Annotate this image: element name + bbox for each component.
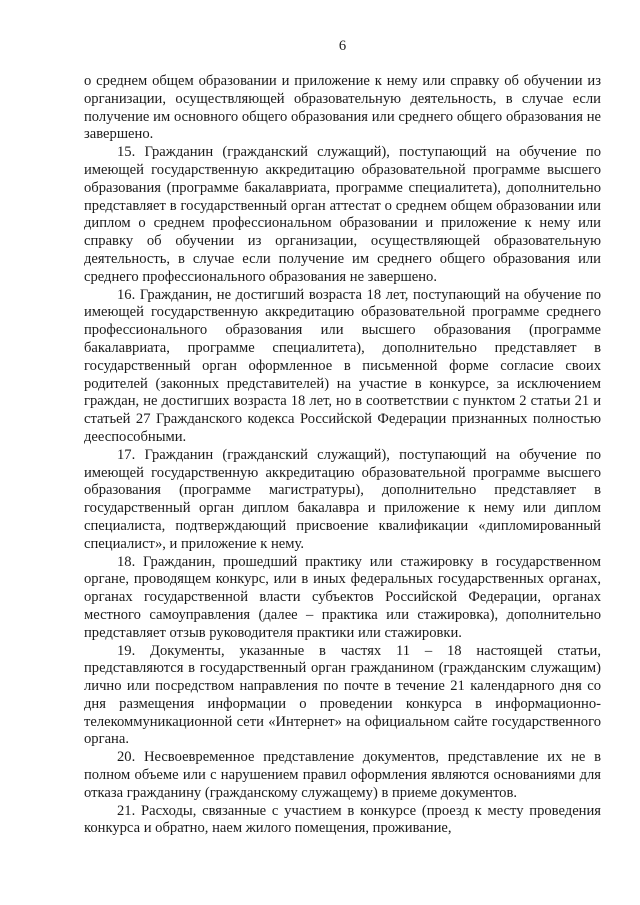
page-number: 6 (338, 38, 347, 54)
paragraph-item-20: 20. Несвоевременное представление документов, представление их не в полном объеме или с нарушением правил оформления являются основаниями для отказа гражданину (гражданскому служащему) в приеме документов. (84, 749, 601, 801)
paragraph-item-18: 18. Гражданин, прошедший практику или стажировку в государственном органе, проводящем конкурс, или в иных федеральных государственных органах, органах государственной власти субъектов Российской Федерации, органах местного самоуправления (далее – практика или стажировка), дополнительно представляет отзыв руководителя практики или стажировки. (84, 553, 601, 641)
paragraph-continuation: о среднем общем образовании и приложение к нему или справку об обучении из организации, осуществляющей образовательную деятельность, в случае если получение им основного общего образования или среднего общего образования не завершено. (84, 73, 601, 143)
paragraph-item-17: 17. Гражданин (гражданский служащий), поступающий на обучение по имеющей государственную аккредитацию образовательной программе высшего образования (программе магистратуры), дополнительно представляет в государственный орган диплом бакалавра и приложение к нему или диплом специалиста, подтверждающий присвоение квалификации «дипломированный специалист», и приложение к нему. (84, 446, 601, 552)
document-body (84, 73, 601, 838)
paragraph-item-15: 15. Гражданин (гражданский служащий), поступающий на обучение по имеющей государственную аккредитацию образовательной программе высшего образования (программе бакалавриата, программе специалитета), дополнительно представляет в государственный орган аттестат о среднем общем образовании или диплом о среднем профессиональном образовании и приложение к нему или справку об обучении из организации, осуществляющей образовательную деятельность, в случае если получение им среднего общего образования или среднего профессионального образования не завершено. (84, 144, 601, 285)
paragraph-item-19: 19. Документы, указанные в частях 11 – 18 настоящей статьи, представляются в государственный орган гражданином (гражданским служащим) лично или посредством направления по почте в течение 21 календарного дня со дня размещения информации о проведении конкурса в информационно-телекоммуникационной сети «Интернет» на официальном сайте государственного органа. (84, 642, 601, 748)
paragraph-item-21: 21. Расходы, связанные с участием в конкурсе (проезд к месту проведения конкурса и обратно, наем жилого помещения, проживание, (84, 802, 601, 837)
paragraph-item-16: 16. Гражданин, не достигший возраста 18 лет, поступающий на обучение по имеющей государственную аккредитацию образовательной программе среднего профессионального образования или высшего образования (программе бакалавриата, программе специалитета), дополнительно представляет в государственный орган оформленное в письменной форме согласие своих родителей (законных представителей) на участие в конкурсе, за исключением граждан, не достигших возраста 18 лет, но в соответствии с пунктом 2 статьи 21 и статьей 27 Гражданского кодекса Российской Федерации признанных полностью дееспособными. (84, 286, 601, 445)
